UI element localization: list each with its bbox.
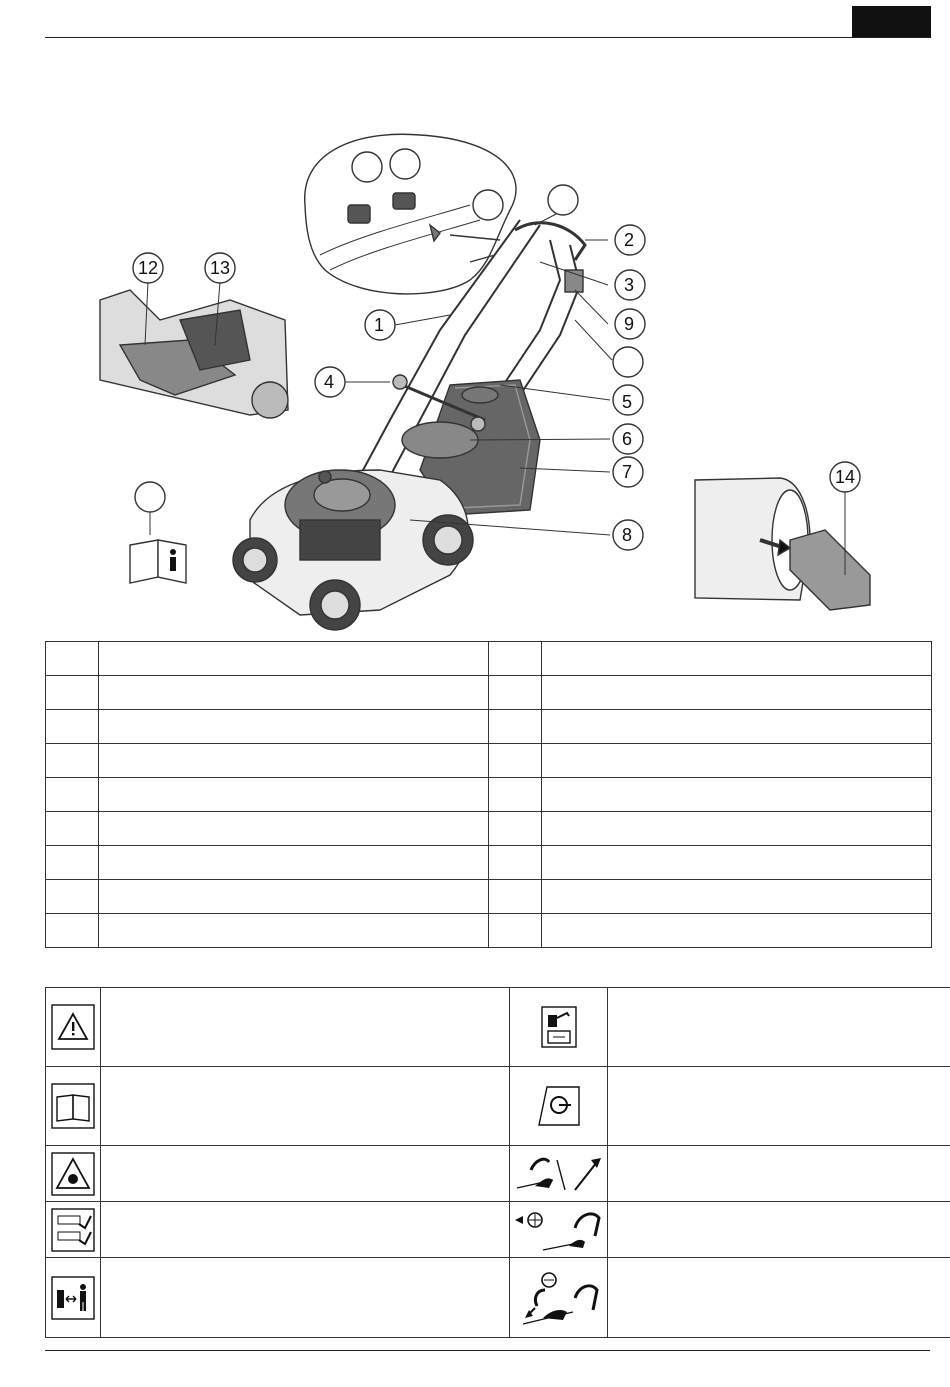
table-cell bbox=[542, 710, 932, 744]
table-row bbox=[46, 710, 932, 744]
table-cell bbox=[46, 778, 99, 812]
table-cell bbox=[542, 846, 932, 880]
table-cell bbox=[46, 676, 99, 710]
table-cell bbox=[489, 880, 542, 914]
drive-lever-engage-icon bbox=[513, 1268, 605, 1328]
callout-8: 8 bbox=[622, 525, 633, 545]
table-row bbox=[46, 988, 950, 1067]
table-cell bbox=[99, 642, 489, 676]
table-row bbox=[46, 1202, 950, 1258]
table-row bbox=[46, 1258, 950, 1338]
blade-stop-lever-icon bbox=[513, 1206, 605, 1254]
table-cell bbox=[489, 846, 542, 880]
table-cell bbox=[46, 880, 99, 914]
table-cell bbox=[99, 744, 489, 778]
table-cell bbox=[542, 778, 932, 812]
fuel-refill-icon bbox=[541, 1006, 577, 1048]
table-cell bbox=[99, 778, 489, 812]
table-cell bbox=[542, 880, 932, 914]
table-cell bbox=[542, 676, 932, 710]
table-cell bbox=[489, 676, 542, 710]
read-manual-inset bbox=[130, 482, 186, 583]
table-cell bbox=[542, 812, 932, 846]
callout-4: 4 bbox=[324, 372, 335, 392]
table-cell bbox=[101, 1258, 510, 1338]
grass-bag-inset bbox=[100, 253, 288, 418]
warning-triangle-icon bbox=[51, 1004, 95, 1050]
table-cell bbox=[489, 710, 542, 744]
table-cell bbox=[101, 988, 510, 1067]
table-cell bbox=[608, 1067, 950, 1146]
table-cell bbox=[542, 744, 932, 778]
table-cell bbox=[489, 744, 542, 778]
table-cell bbox=[99, 880, 489, 914]
handle-lever-release-icon bbox=[513, 1150, 605, 1198]
callout-6: 6 bbox=[622, 429, 633, 449]
table-cell bbox=[46, 914, 99, 948]
engine-start-key-icon bbox=[537, 1085, 581, 1127]
mulch-plug-inset bbox=[695, 462, 870, 610]
remove-key-icon bbox=[51, 1208, 95, 1252]
callout-2: 2 bbox=[624, 230, 635, 250]
table-cell bbox=[99, 846, 489, 880]
table-cell bbox=[101, 1067, 510, 1146]
table-cell bbox=[608, 1146, 950, 1202]
callout-5: 5 bbox=[622, 392, 633, 412]
table-row bbox=[46, 812, 932, 846]
table-cell bbox=[608, 988, 950, 1067]
table-cell bbox=[99, 914, 489, 948]
table-row bbox=[46, 914, 932, 948]
manual-book-icon bbox=[51, 1083, 95, 1129]
lawnmower-illustration bbox=[0, 120, 950, 640]
table-cell bbox=[46, 642, 99, 676]
table-cell bbox=[99, 676, 489, 710]
callout-14: 14 bbox=[835, 467, 856, 487]
parts-list-table bbox=[45, 641, 932, 948]
table-cell bbox=[46, 710, 99, 744]
table-cell bbox=[608, 1202, 950, 1258]
language-tab bbox=[852, 6, 931, 38]
footer-rule bbox=[45, 1350, 930, 1351]
callout-9: 9 bbox=[624, 314, 635, 334]
table-row bbox=[46, 744, 932, 778]
table-cell bbox=[542, 642, 932, 676]
table-cell bbox=[46, 744, 99, 778]
table-cell bbox=[99, 710, 489, 744]
table-cell bbox=[489, 778, 542, 812]
table-cell bbox=[101, 1202, 510, 1258]
table-cell bbox=[99, 812, 489, 846]
table-row bbox=[46, 642, 932, 676]
table-cell bbox=[489, 812, 542, 846]
keep-distance-icon bbox=[51, 1276, 95, 1320]
callout-3: 3 bbox=[624, 275, 635, 295]
table-row bbox=[46, 1067, 950, 1146]
blade-hazard-icon bbox=[51, 1152, 95, 1196]
table-cell bbox=[46, 812, 99, 846]
callout-7: 7 bbox=[622, 462, 633, 482]
safety-symbols-table bbox=[45, 987, 950, 1338]
callout-13: 13 bbox=[210, 258, 231, 278]
table-row bbox=[46, 846, 932, 880]
table-cell bbox=[46, 846, 99, 880]
table-cell bbox=[489, 642, 542, 676]
callout-12: 12 bbox=[138, 258, 159, 278]
table-row bbox=[46, 778, 932, 812]
callout-1: 1 bbox=[374, 315, 385, 335]
table-cell bbox=[608, 1258, 950, 1338]
table-row bbox=[46, 880, 932, 914]
table-row bbox=[46, 676, 932, 710]
table-cell bbox=[489, 914, 542, 948]
table-cell bbox=[101, 1146, 510, 1202]
header-rule bbox=[45, 37, 930, 38]
table-row bbox=[46, 1146, 950, 1202]
table-cell bbox=[542, 914, 932, 948]
